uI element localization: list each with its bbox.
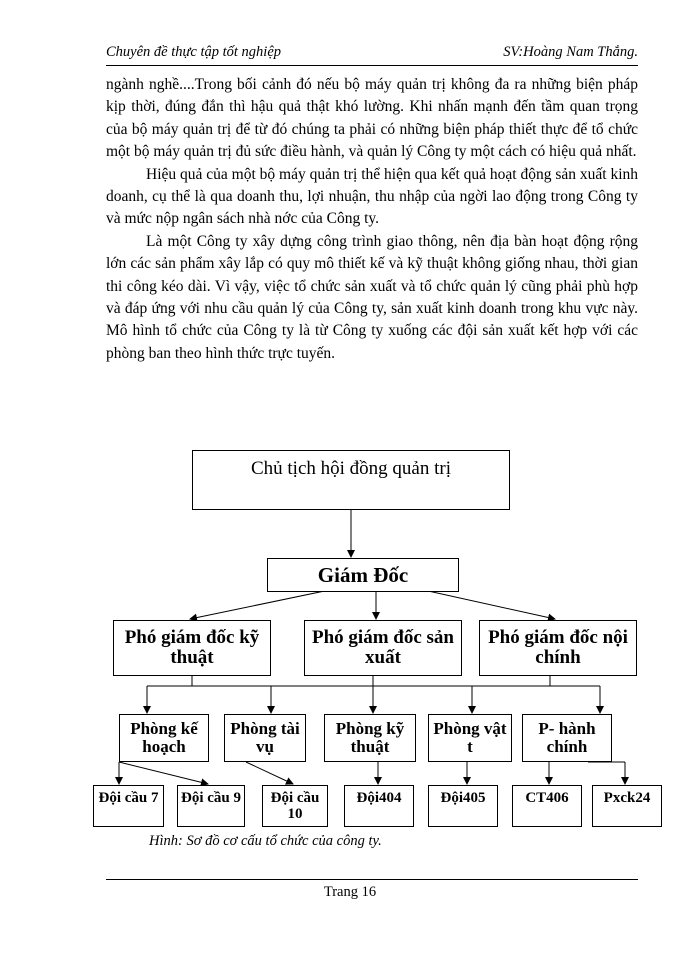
link-team-10 xyxy=(246,762,293,784)
page-number: Trang 16 xyxy=(323,884,377,900)
team-405-box: Đội405 xyxy=(428,785,498,827)
footer-rule xyxy=(106,879,638,880)
paragraph-1: ngành nghề....Trong bối cảnh đó nếu bộ máy quản trị không đa ra những biện pháp kịp thời, đúng đắn thì hậu quả thật khó lường. Khi nhấn mạnh đến tầm quan trọng của bộ máy quản trị để từ đó chúng ta phải có những biện pháp thiết thực để tổ chức một bộ máy quản trị đủ sức điều hành, và quản lý Công ty một cách có hiệu quả nhất. xyxy=(106,76,638,161)
header-title: Chuyên đề thực tập tốt nghiệp xyxy=(106,44,282,60)
team-cau-10-box: Đội cầu 10 xyxy=(262,785,328,827)
dept-planning-box: Phòng kế hoạch xyxy=(119,714,209,762)
deputy-production-box: Phó giám đốc sản xuất xyxy=(304,620,462,676)
dept-admin-box: P- hành chính xyxy=(522,714,612,762)
ct406-box: CT406 xyxy=(512,785,582,827)
team-404-box: Đội404 xyxy=(344,785,414,827)
chairman-box: Chủ tịch hội đồng quản trị xyxy=(192,450,510,510)
team-cau-7-box: Đội cầu 7 xyxy=(93,785,164,827)
deputy-technical-box: Phó giám đốc kỹ thuật xyxy=(113,620,271,676)
link-team-9 xyxy=(119,762,208,784)
dept-finance-box: Phòng tài vụ xyxy=(224,714,306,762)
director-box: Giám Đốc xyxy=(267,558,459,592)
header-author: SV:Hoàng Nam Thắng. xyxy=(503,44,638,60)
pxck24-box: Pxck24 xyxy=(592,785,662,827)
paragraph-3: Là một Công ty xây dựng công trình giao thông, nên địa bàn hoạt động rộng lớn các sản phẩm xây lắp có quy mô thiết kế và kỹ thuật không giống nhau, thời gian thi công kéo dài. Vì vậy, việc tổ chức sản xuất và tổ chức quản lý cũng phải phù hợp và đáp ứng với nhu cầu quản lý của Công ty, sản xuất kinh doanh trong khu vực này. Mô hình tổ chức của Công ty là từ Công ty xuống các đội sản xuất kết hợp với các phòng ban theo hình thức trực tuyến. xyxy=(106,232,638,362)
deputy-internal-box: Phó giám đốc nội chính xyxy=(479,620,637,676)
figure-caption: Hình: Sơ đồ cơ cấu tổ chức của công ty. xyxy=(149,833,382,849)
dept-technical-box: Phòng kỹ thuật xyxy=(324,714,416,762)
dept-supply-box: Phòng vật t xyxy=(428,714,512,762)
paragraph-2: Hiệu quả của một bộ máy quản trị thể hiện qua kết quả hoạt động sản xuất kinh doanh, cụ thể là qua doanh thu, lợi nhuận, thu nhập của ngời lao động trong Công ty và mức nộp ngân sách nhà nớc của Công ty. xyxy=(106,165,639,228)
team-cau-9-box: Đội cầu 9 xyxy=(177,785,245,827)
